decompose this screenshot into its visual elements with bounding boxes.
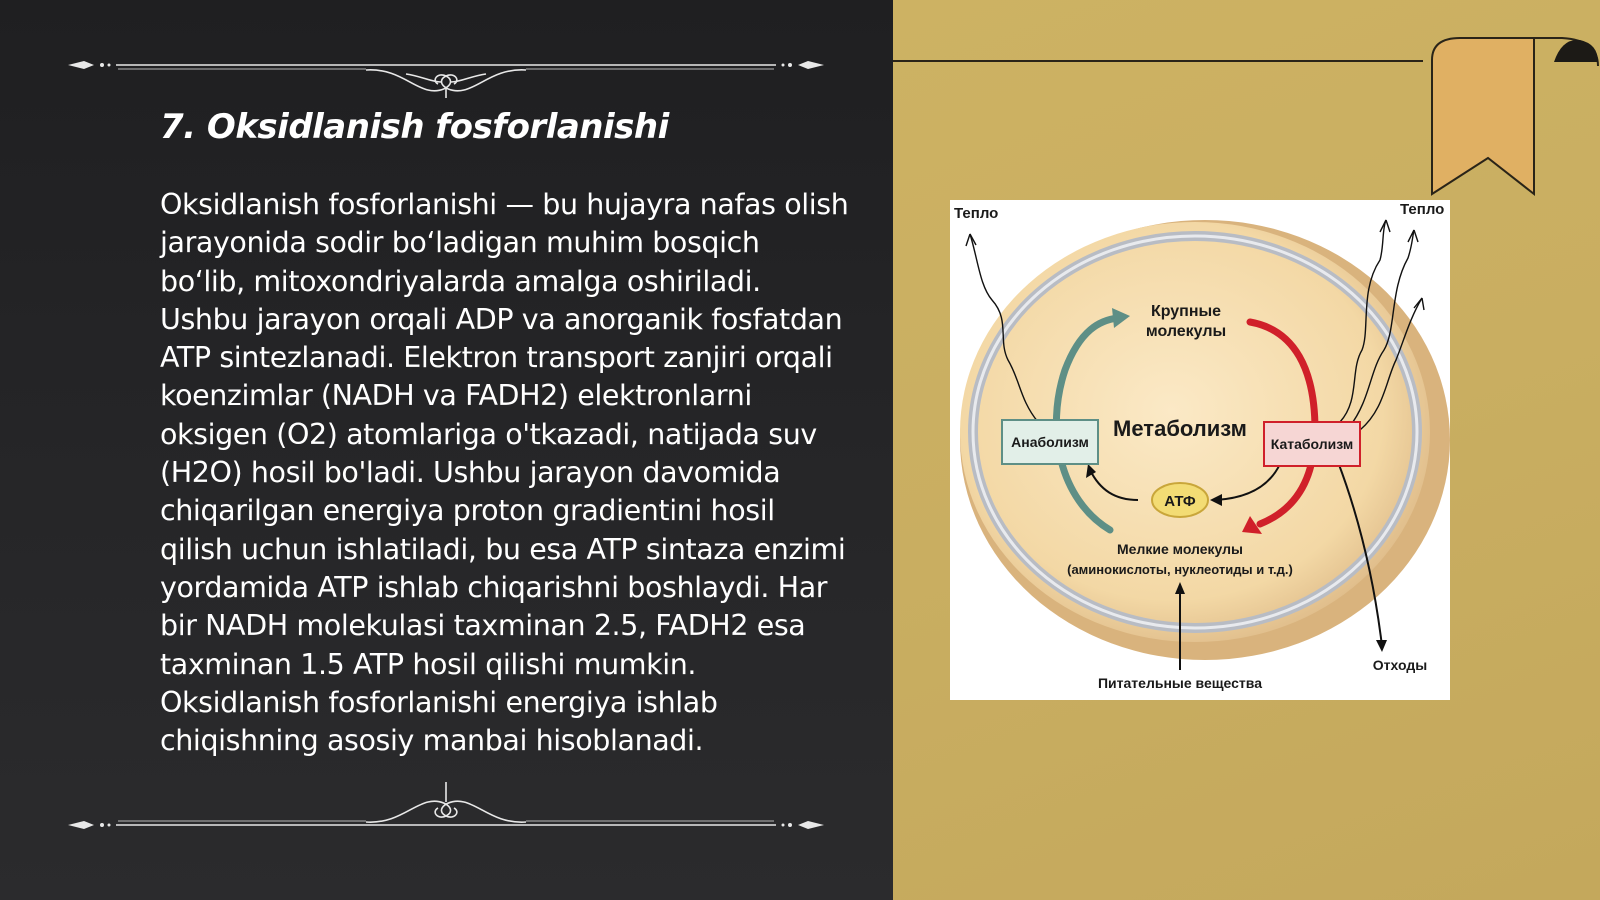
- decorative-top-line: [893, 60, 1423, 62]
- metabolism-diagram: [950, 200, 1450, 700]
- large-molecules-label-line1: Крупные: [1150, 303, 1222, 320]
- small-molecules-label-line2: (аминокислоты, нуклеотиды и т.д.): [1067, 562, 1293, 577]
- small-molecules-label-line1: Мелкие молекулы: [1117, 541, 1243, 557]
- nutrients-label: Питательные вещества: [1097, 675, 1263, 691]
- catabolism-label: Катаболизм: [1270, 436, 1354, 452]
- heat-label-left: Тепло: [954, 205, 999, 222]
- atp-label: АТФ: [1164, 493, 1196, 510]
- ornament-top-divider: [66, 38, 826, 98]
- anabolism-label: Анаболизм: [1011, 434, 1089, 450]
- ornament-bottom-divider: [66, 782, 826, 842]
- slide-body-text: Oksidlanish fosforlanishi — bu hujayra nafas olish jarayonida sodir bo‘ladigan muhim bosqich bo‘lib, mitoxondriyalarda amalga oshiriladi. Ushbu jarayon orqali ADP va anorganik fosfatdan ATP sintezlanadi. Elektron transport zanjiri orqali koenzimlar (NADH va FADH2) elektronlarni oksigen (O2) atomlariga o'tkazadi, natijada suv (H2O) hosil bo'ladi. Ushbu jarayon davomida chiqarilgan energiya proton gradientini hosil qilish uchun ishlatiladi, bu esa ATP sintaza enzimi yordamida ATP ishlab chiqarishni boshlaydi. Har bir NADH molekulasi taxminan 2.5, FADH2 esa taxminan 1.5 ATP hosil qilishi mumkin. Oksidlanish fosforlanishi energiya ishlab chiqishning asosiy manbai hisoblanadi.: [160, 188, 849, 758]
- waste-label: Отходы: [1372, 657, 1428, 673]
- bookmark-ribbon-icon: [1430, 34, 1600, 199]
- metabolism-label: Метаболизм: [1113, 416, 1247, 441]
- large-molecules-label-line2: молекулы: [1145, 323, 1227, 340]
- metabolism-diagram-svg: [950, 200, 1450, 700]
- slide-title: 7. Oksidlanish fosforlanishi: [160, 107, 669, 147]
- heat-label-right: Тепло: [1400, 201, 1445, 218]
